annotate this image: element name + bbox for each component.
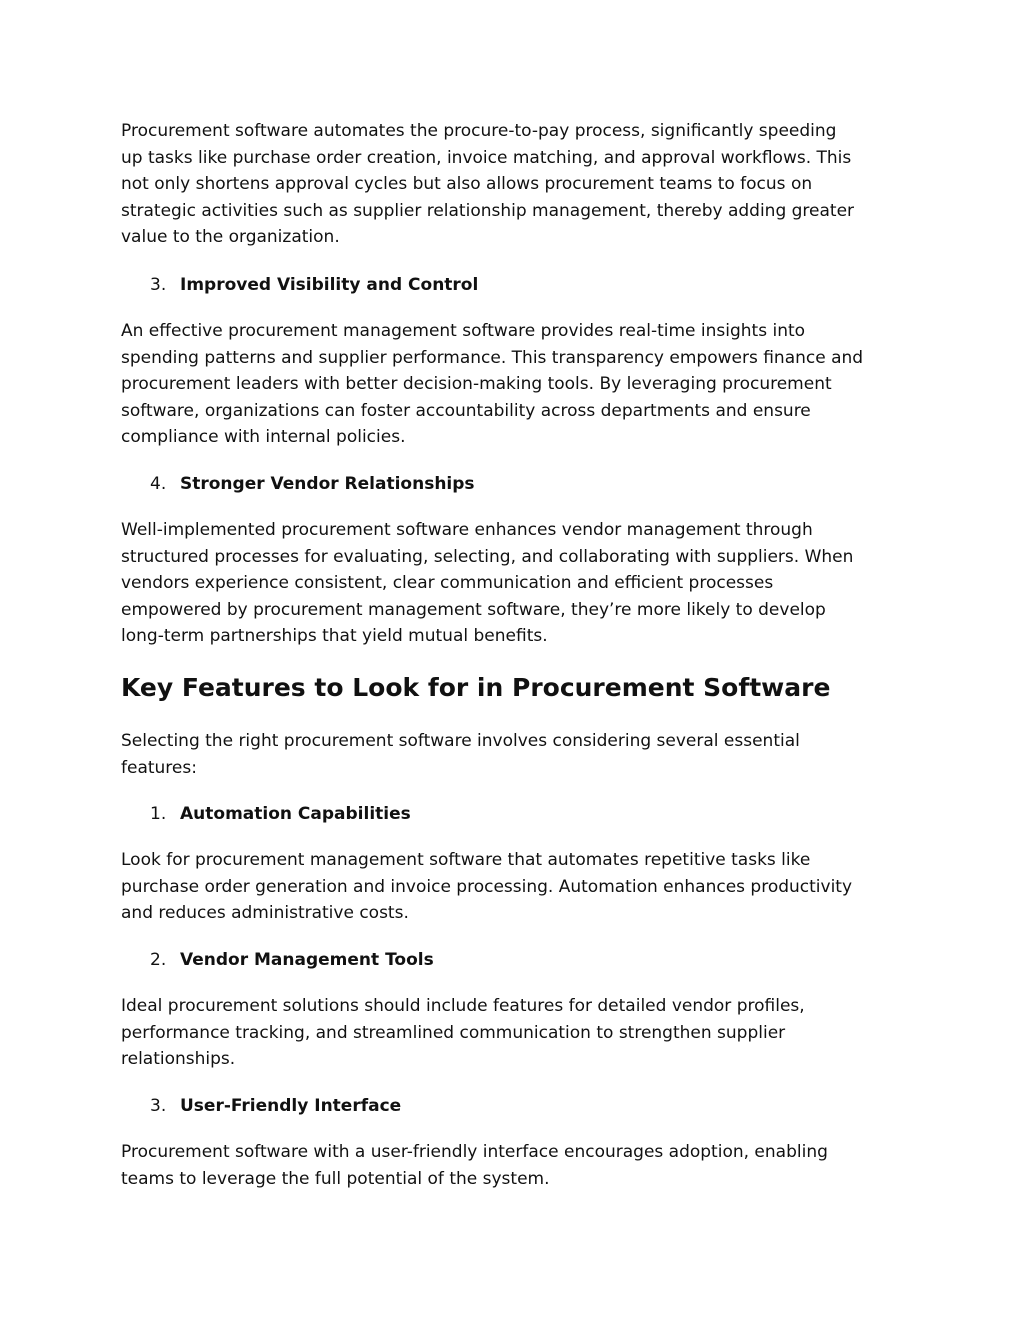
list-number: 3.	[150, 275, 167, 295]
list-title: Automation Capabilities	[180, 804, 411, 824]
paragraph-vendor-tools: Ideal procurement solutions should include features for detailed vendor profiles, performance tracking, and streamlined communication to strengthen supplier relationships.	[121, 996, 805, 1069]
list-item-vendor-relationships	[150, 472, 475, 496]
list-item-automation	[150, 802, 411, 826]
list-item-visibility-control	[150, 273, 478, 297]
paragraph-automation: Look for procurement management software that automates repetitive tasks like purchase order generation and invoice processing. Automation enhances productivity and reduces administrative costs.	[121, 850, 853, 923]
list-item-user-friendly	[150, 1094, 401, 1118]
list-number: 4.	[150, 474, 167, 494]
list-item-vendor-tools	[150, 948, 434, 972]
list-number: 3.	[150, 1096, 167, 1116]
paragraph-vendor-management: Well-implemented procurement software enhances vendor management through structured processes for evaluating, selecting, and collaborating with suppliers. When vendors experience consistent, clear communication and efficient processes empowered by procurement management software, they’re more likely to develop long-term partnerships that yield mutual benefits.	[121, 520, 854, 646]
list-title: Vendor Management Tools	[180, 950, 434, 970]
paragraph-selecting-software: Selecting the right procurement software involves considering several essential features:	[121, 731, 800, 778]
section-heading: Key Features to Look for in Procurement Software	[121, 673, 831, 702]
list-title: Improved Visibility and Control	[180, 275, 479, 295]
list-title: User-Friendly Interface	[180, 1096, 402, 1116]
paragraph-procure-to-pay: Procurement software automates the procure-to-pay process, significantly speeding up tasks like purchase order creation, invoice matching, and approval workflows. This not only shortens approval cycles but also allows procurement teams to focus on strategic activities such as supplier relationship management, thereby adding greater value to the organization.	[121, 121, 855, 247]
paragraph-user-friendly: Procurement software with a user-friendly interface encourages adoption, enabling teams to leverage the full potential of the system.	[121, 1142, 828, 1189]
paragraph-visibility: An effective procurement management software provides real-time insights into spending patterns and supplier performance. This transparency empowers finance and procurement leaders with better decision-making tools. By leveraging procurement software, organizations can foster accountability across departments and ensure compliance with internal policies.	[121, 321, 864, 447]
list-number: 2.	[150, 950, 167, 970]
list-number: 1.	[150, 804, 167, 824]
list-title: Stronger Vendor Relationships	[180, 474, 475, 494]
